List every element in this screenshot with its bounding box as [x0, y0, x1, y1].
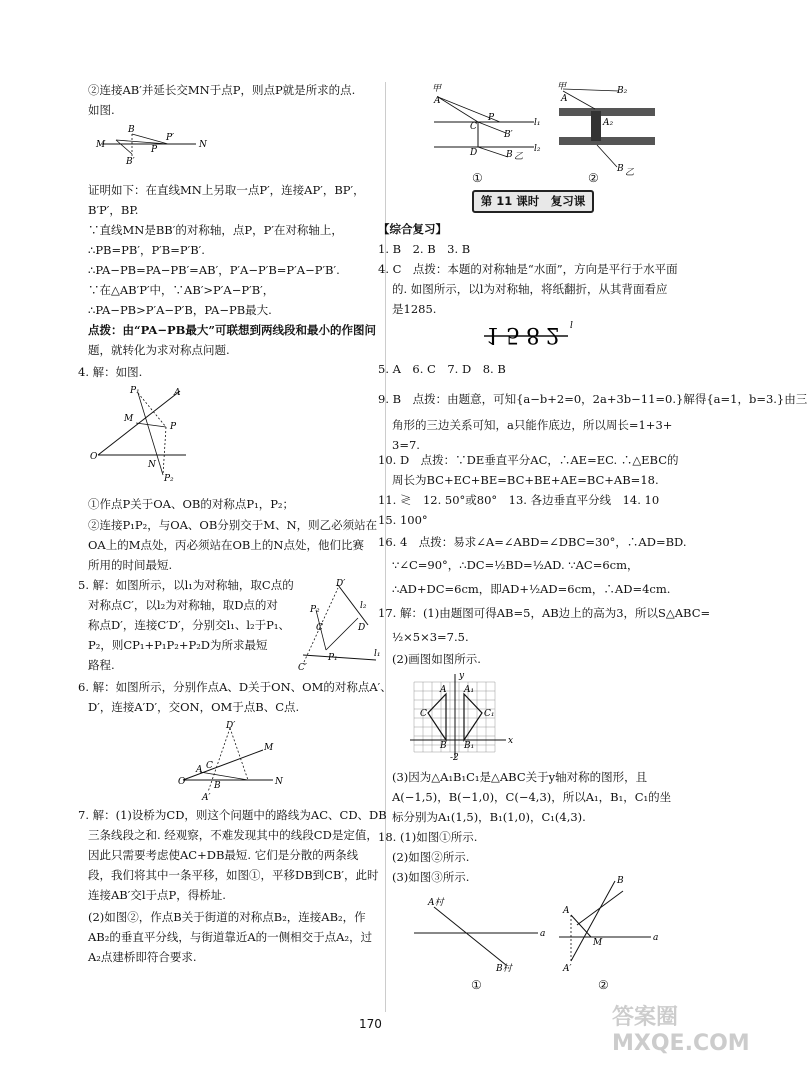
svg-text:B′: B′: [504, 130, 513, 140]
text-line: 称点D′，连接C′D′，分别交l₁、l₂于P₁、: [88, 618, 290, 632]
text-line: ∴PB=PB′，P′B=P′B′.: [88, 243, 205, 257]
text-line: A(−1,5)，B(−1,0)，C(−4,3)，所以A₁，B₁，C₁的坐: [392, 790, 672, 804]
text-line: 连接AB′交l于点P，得桥址.: [88, 888, 226, 902]
svg-text:O: O: [178, 777, 186, 787]
svg-text:A₁: A₁: [464, 685, 475, 695]
svg-text:P₁: P₁: [130, 386, 140, 396]
text-line: D′，连接A′D′，交ON，OM于点B、C点.: [88, 700, 300, 714]
text-line: 16. 4 点拨：易求∠A=∠ABD=∠DBC=30°，∴AD=BD.: [378, 535, 687, 549]
text-line: 5. A 6. C 7. D 8. B: [378, 362, 506, 376]
svg-text:D: D: [470, 148, 478, 158]
text-line: (2)如图②所示.: [392, 850, 470, 864]
svg-text:甲: 甲: [557, 82, 567, 92]
figure-l1-l2: [298, 579, 381, 675]
text-line: A₂点建桥即符合要求.: [88, 950, 197, 964]
watermark: [612, 1000, 750, 1056]
text-line: 的. 如图所示，以l为对称轴，将纸翻折，从其背面看应: [392, 282, 668, 296]
svg-text:D′: D′: [226, 721, 236, 731]
svg-text:y: y: [459, 671, 465, 681]
mirror-number: 1582: [486, 322, 566, 347]
svg-text:C′: C′: [298, 663, 307, 673]
svg-text:B₂: B₂: [617, 86, 628, 96]
text-line: 段，我们将其中一条平移，如图①，平移DB到CB′，此时: [88, 868, 379, 882]
text-line: 18. (1)如图①所示.: [378, 830, 478, 844]
svg-text:N: N: [275, 777, 283, 787]
svg-text:P: P: [170, 422, 177, 432]
text-line: B′P′，BP.: [88, 203, 139, 217]
svg-text:B₁: B₁: [464, 741, 475, 751]
svg-text:D: D: [358, 623, 366, 633]
svg-text:A: A: [196, 765, 203, 775]
section-title: 第 11 课时 复习课: [472, 190, 594, 213]
svg-text:P′: P′: [166, 133, 175, 143]
text-line: 3=7.: [392, 438, 420, 452]
svg-text:A₂: A₂: [603, 118, 614, 128]
figure-caption-1: ①: [472, 171, 483, 185]
text-line: 5. 解：如图所示，以l₁为对称轴，取C点的: [78, 578, 294, 592]
text-line: 10. D 点拨：∵DE垂直平分AC，∴AE=EC. ∴△EBC的: [378, 453, 679, 467]
svg-text:A′: A′: [563, 964, 572, 974]
figure-bridge-2: [555, 82, 665, 185]
figure-mn-line: [96, 122, 206, 167]
svg-text:l₂: l₂: [360, 601, 367, 611]
figure-caption-3: ①: [471, 978, 482, 992]
text-line: 题，就转化为求对称点问题.: [88, 343, 230, 357]
text-line: ½×5×3=7.5.: [392, 630, 469, 644]
svg-text:B: B: [617, 164, 624, 174]
text-line: ②连接AB′并延长交MN于点P，则点P就是所求的点.: [88, 83, 356, 97]
svg-text:P: P: [151, 145, 158, 155]
svg-text:l: l: [570, 321, 573, 331]
text-line: ∴AD+DC=6cm，即AD+½AD=6cm，∴AD=4cm.: [392, 582, 671, 596]
text-line: 点拨：由“PA−PB最大”可联想到两线段和最小的作图问: [88, 323, 376, 337]
text-line: 17. 解：(1)由题图可得AB=5，AB边上的高为3，所以S△ABC=: [378, 606, 711, 620]
text-line: 是1285.: [392, 302, 437, 316]
svg-text:A: A: [174, 388, 181, 398]
text-line: (3)如图③所示.: [392, 870, 470, 884]
figure-villages-1: [410, 895, 550, 975]
svg-text:A: A: [434, 96, 441, 106]
svg-text:O: O: [90, 452, 98, 462]
text-line: 6. 解：如图所示，分别作点A、D关于ON、OM的对称点A′、: [78, 680, 392, 694]
svg-text:C₁: C₁: [484, 709, 495, 719]
text-line: 角形的三边关系可知，a只能作底边，所以周长=1+3+: [392, 418, 673, 432]
svg-text:l₂: l₂: [534, 144, 541, 154]
text-line: ∴PA−PB=PA−PB′=AB′，P′A−P′B=P′A−P′B′.: [88, 263, 340, 277]
figure-mirror-number: [482, 316, 582, 354]
svg-text:A′: A′: [202, 793, 211, 803]
svg-text:D′: D′: [336, 579, 346, 589]
text-line: 7. 解：(1)设桥为CD，则这个问题中的路线为AC、CD、DB: [78, 808, 387, 822]
label-yi: 乙: [514, 152, 524, 162]
text-line: 因此只需要考虑使AC+DB最短. 它们是分散的两条线: [88, 848, 359, 862]
text-line: ∵在△AB′P′中，∵AB′>P′A−P′B′，: [88, 283, 275, 297]
text-line: 所用的时间最短.: [88, 558, 173, 572]
svg-text:B: B: [617, 876, 624, 886]
svg-text:A: A: [561, 94, 568, 104]
svg-text:B′: B′: [126, 157, 135, 167]
svg-text:-2: -2: [450, 753, 459, 763]
page-number: 170: [359, 1017, 382, 1031]
svg-text:乙: 乙: [625, 168, 635, 178]
svg-text:A: A: [563, 906, 570, 916]
svg-text:x: x: [508, 736, 514, 746]
svg-text:C: C: [470, 122, 477, 132]
svg-text:a: a: [653, 933, 659, 943]
label-jia: 甲: [432, 84, 442, 94]
watermark-text: 答案圈 MXQE.COM: [612, 1005, 750, 1056]
svg-text:C: C: [316, 623, 323, 633]
label-a-village: A村: [428, 898, 444, 908]
text-line: 15. 100°: [378, 513, 428, 527]
text-line: 路程.: [88, 658, 115, 672]
svg-text:C: C: [420, 709, 427, 719]
text-line: 证明如下：在直线MN上另取一点P′，连接AP′，BP′，: [88, 183, 365, 197]
label-b-village: B村: [496, 964, 512, 974]
svg-text:l₁: l₁: [374, 649, 381, 659]
svg-text:P₁: P₁: [328, 653, 338, 663]
figure-caption-4: ②: [598, 978, 609, 992]
svg-text:B: B: [214, 781, 221, 791]
text-line: ∵∠C=90°，∴DC=½BD=½AD. ∵AC=6cm，: [392, 558, 639, 572]
text-line: 如图.: [88, 103, 115, 117]
text-line: 4. 解：如图.: [78, 365, 143, 379]
figure-caption-2: ②: [588, 171, 599, 185]
figure-coordinate-grid: [410, 672, 520, 764]
text-line: ∵直线MN是BB′的对称轴，点P，P′在对称轴上，: [88, 223, 343, 237]
text-line: ∴PA−PB>P′A−P′B，PA−PB最大.: [88, 303, 272, 317]
text-line: 11. ≷ 12. 50°或80° 13. 各边垂直平分线 14. 10: [378, 493, 660, 507]
svg-text:B: B: [440, 741, 447, 751]
text-line: 三条线段之和. 经观察，不难发现其中的线段CD是定值，: [88, 828, 378, 842]
svg-text:P₂: P₂: [164, 474, 174, 484]
svg-text:a: a: [540, 929, 546, 939]
svg-text:l₁: l₁: [534, 118, 541, 128]
text-line: 4. C 点拨：本题的对称轴是“水面”，方向是平行于水平面: [378, 262, 678, 276]
svg-text:P₂: P₂: [310, 605, 320, 615]
svg-text:P: P: [488, 113, 495, 123]
text-line: (2)如图②，作点B关于街道的对称点B₂，连接AB₂，作: [88, 910, 366, 924]
figure-villages-2: [555, 875, 665, 975]
text-line: 周长为BC+EC+BE=BC+BE+AE=BC+AB=18.: [392, 473, 659, 487]
text-line: P₂，则CP₁+P₁P₂+P₂D为所求最短: [88, 638, 268, 652]
text-line: ①作点P关于OA、OB的对称点P₁，P₂；: [88, 497, 295, 511]
svg-text:N: N: [199, 140, 207, 150]
text-line: ②连接P₁P₂，与OA、OB分别交于M、N，则乙必须站在: [88, 518, 378, 532]
text-line: 9. B 点拨：由题意，可知{a−b+2=0，2a+3b−11=0.}解得{a=1，b=3.}由三: [378, 392, 807, 406]
text-line: OA上的M点处，丙必须站在OB上的N点处，他们比赛: [88, 538, 364, 552]
svg-text:C: C: [206, 761, 213, 771]
text-line: 【综合复习】: [378, 222, 447, 236]
text-line: 1. B 2. B 3. B: [378, 242, 471, 256]
svg-text:N: N: [148, 460, 156, 470]
svg-text:B: B: [128, 125, 135, 135]
text-line: (2)画图如图所示.: [392, 652, 481, 666]
text-line: AB₂的垂直平分线，与街道靠近A的一侧相交于点A₂，过: [88, 930, 373, 944]
text-line: (3)因为△A₁B₁C₁是△ABC关于y轴对称的图形，且: [392, 770, 648, 784]
svg-text:M: M: [124, 414, 134, 424]
figure-bridge-1: [430, 85, 545, 165]
svg-text:M: M: [264, 743, 274, 753]
svg-text:M: M: [593, 938, 603, 948]
figure-om-on: [178, 720, 288, 803]
svg-text:M: M: [96, 140, 106, 150]
text-line: 对称点C′，以l₂为对称轴，取D点的对: [88, 598, 278, 612]
text-line: 标分别为A₁(1,5)，B₁(1,0)，C₁(4,3).: [392, 810, 586, 824]
svg-text:A: A: [440, 685, 447, 695]
figure-angle-opq: [88, 383, 198, 491]
svg-text:B: B: [506, 150, 513, 160]
